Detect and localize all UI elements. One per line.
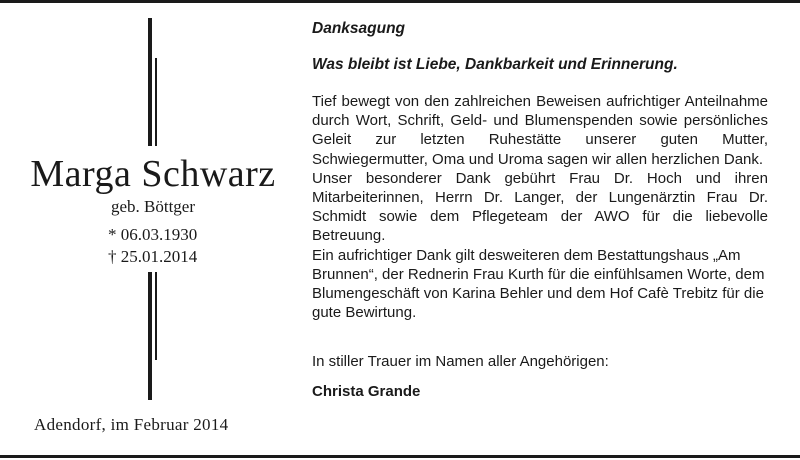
deceased-name: Marga Schwarz xyxy=(30,153,276,195)
notice-title: Danksagung xyxy=(312,20,406,37)
decorative-bars-top xyxy=(148,18,158,146)
bar-thick xyxy=(148,18,152,146)
closing-line: In stiller Trauer im Namen aller Angehörigen: xyxy=(312,353,609,370)
born-name: geb. Böttger xyxy=(110,197,196,216)
bottom-border xyxy=(0,455,800,458)
signer-name: Christa Grande xyxy=(312,383,421,400)
bar-thin xyxy=(155,272,157,360)
notice-motto: Was bleibt ist Liebe, Dankbarkeit und Erinnerung. xyxy=(312,56,678,73)
life-dates xyxy=(108,224,278,268)
decorative-bars-bottom xyxy=(148,272,158,400)
bar-thick xyxy=(148,272,152,400)
bar-thin xyxy=(155,58,157,146)
notice-body xyxy=(312,92,768,322)
body-paragraph: Tief bewegt von den zahlreichen Beweisen aufrichtiger Anteilnahme durch Wort, Schrift, Geld- und Blumenspenden sowie persönliches Geleit zur letzten Ruhestätte unserer guten Mutter, Schwiegermutter, Oma und Uroma sagen wir allen herzlichen Dank. xyxy=(312,93,768,168)
death-date: † 25.01.2014 xyxy=(108,247,198,266)
place-date: Adendorf, im Februar 2014 xyxy=(34,415,229,434)
body-paragraph: Unser besonderer Dank gebührt Frau Dr. Hoch und ihren Mitarbeiterinnen, Herrn Dr. Langer, der Lungenärztin Frau Dr. Schmidt sowie dem Pflegeteam der AWO für die liebevolle Betreuung. xyxy=(312,169,768,245)
top-border xyxy=(0,0,800,3)
birth-date: * 06.03.1930 xyxy=(108,225,198,244)
body-paragraph: Ein aufrichtiger Dank gilt desweiteren dem Bestattungshaus „Am Brunnen“, der Rednerin Frau Kurth für die einfühlsamen Worte, dem Blumengeschäft von Karina Behler und dem Hof Cafè Trebitz für die gute Bewirtung. xyxy=(312,246,765,322)
